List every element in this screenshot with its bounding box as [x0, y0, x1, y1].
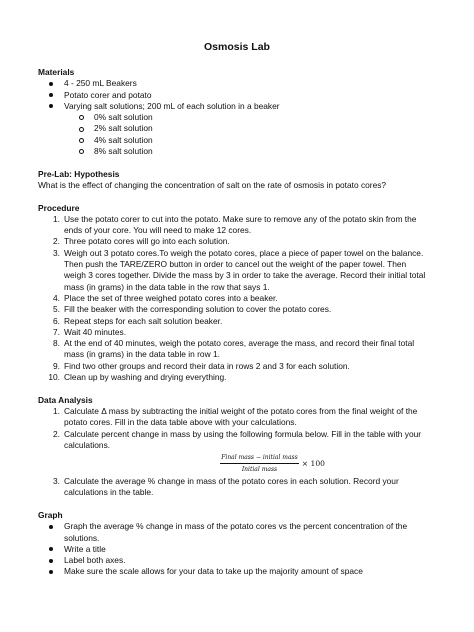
list-item: Graph the average % change in mass of the potato cores vs the percent concentration of the solutions. — [38, 521, 436, 544]
list-item: 8% salt solution — [38, 146, 436, 157]
analysis-step: 3. Calculate the average % change in mass of the potato cores in each solution. Record your calculations in the table. — [53, 476, 399, 498]
list-item: 0% salt solution — [38, 112, 436, 123]
list-item: Make sure the scale allows for your data to take up the majority amount of space — [38, 566, 436, 577]
list-item: Write a title — [38, 544, 436, 555]
analysis-list — [38, 406, 436, 451]
hypothesis-question: What is the effect of changing the concentration of salt on the rate of osmosis in potato cores? — [38, 179, 387, 190]
procedure-step: 5. Fill the beaker with the corresponding solution to cover the potato cores. — [53, 304, 332, 315]
list-item: Label both axes. — [38, 555, 436, 566]
prelab-heading: Pre-Lab: Hypothesis — [38, 168, 120, 179]
page-title: Osmosis Lab — [204, 41, 270, 53]
list-item: 2% salt solution — [38, 123, 436, 134]
procedure-step: 3. Weigh out 3 potato cores.To weigh the potato cores, place a piece of paper towel on the balance. Then push the TARE/ZERO button in order to cancel out the weight of the paper towel. Then weigh 3 cores together. Divide the mass by 3 in order to take the average. Record their initial total mass (in grams) in the data table in the row that says 1. — [53, 247, 426, 292]
graph-list — [38, 521, 436, 577]
data-analysis-heading: Data Analysis — [38, 394, 93, 405]
procedure-step: 9. Find two other groups and record their data in rows 2 and 3 for each solution. — [53, 360, 350, 371]
procedure-list — [38, 214, 436, 383]
formula-denominator: Initial mass — [241, 466, 278, 474]
list-item: 4% salt solution — [38, 135, 436, 146]
list-item: 4 - 250 mL Beakers — [38, 78, 436, 89]
analysis-step: 1. Calculate Δ mass by subtracting the initial weight of the potato cores from the final weight of the potato cores. Fill in the data table above with your calculations. — [53, 405, 418, 428]
formula-multiplier: × 100 — [301, 459, 325, 469]
procedure-step: 2. Three potato cores will go into each solution. — [53, 236, 230, 247]
list-item: Varying salt solutions; 200 mL of each solution in a beaker — [38, 101, 436, 112]
list-item: Potato corer and potato — [38, 90, 436, 101]
analysis-step: 2. Calculate percent change in mass by using the following formula below. Fill in the table with your calculations. — [53, 428, 422, 450]
materials-heading: Materials — [38, 67, 75, 77]
procedure-step: 4. Place the set of three weighed potato cores into a beaker. — [53, 292, 278, 303]
procedure-step: 7. Wait 40 minutes. — [53, 326, 127, 337]
graph-heading: Graph — [38, 509, 63, 520]
procedure-step: 6. Repeat steps for each salt solution beaker. — [53, 315, 223, 326]
formula-numerator: Final mass − initial mass — [220, 453, 298, 464]
materials-list — [38, 78, 436, 112]
procedure-step: 1. Use the potato corer to cut into the potato. Make sure to remove any of the potato skin from the ends of your core. You will need to make 12 cores. — [53, 213, 417, 236]
percent-change-formula — [38, 453, 436, 474]
procedure-step: 8. At the end of 40 minutes, weigh the potato cores, average the mass, and record their final total mass (in grams) in the data table in row 1. — [53, 338, 415, 360]
procedure-step: 10. Clean up by washing and drying everything. — [48, 372, 227, 383]
procedure-heading: Procedure — [38, 202, 80, 213]
salt-solutions-list — [38, 112, 436, 157]
analysis-list-continued — [38, 476, 436, 499]
